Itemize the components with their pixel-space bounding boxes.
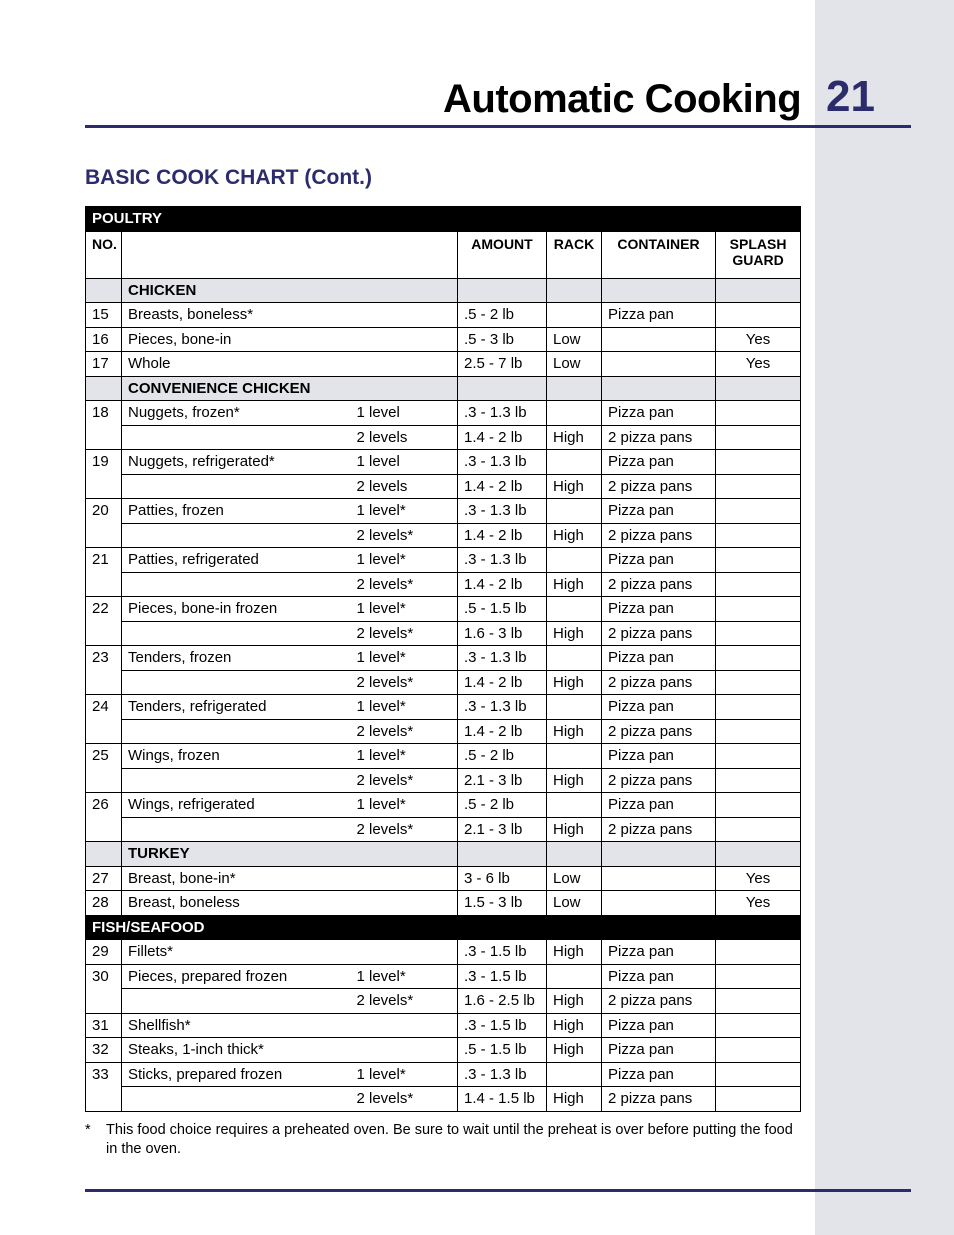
row-level: 1 level* [357, 964, 458, 989]
row-container: 2 pizza pans [602, 523, 716, 548]
row-splash-guard [716, 719, 801, 744]
table-row [86, 744, 801, 769]
row-splash-guard [716, 1013, 801, 1038]
row-rack [547, 401, 602, 426]
row-rack [547, 450, 602, 475]
row-container: Pizza pan [602, 401, 716, 426]
row-amount: .3 - 1.3 lb [458, 1062, 547, 1087]
table-row [86, 1062, 801, 1087]
row-level: 1 level* [357, 597, 458, 622]
row-level: 1 level* [357, 1062, 458, 1087]
table-row [86, 548, 801, 573]
column-header-amount: AMOUNT [458, 231, 547, 278]
row-rack: Low [547, 352, 602, 377]
row-splash-guard [716, 989, 801, 1014]
basic-cook-chart [85, 206, 801, 1112]
subheading-label: TURKEY [122, 842, 458, 867]
row-level: 2 levels* [357, 719, 458, 744]
table-row [86, 352, 801, 377]
row-food: Breast, bone-in* [122, 866, 357, 891]
header-rule [85, 125, 911, 128]
row-food: Steaks, 1-inch thick* [122, 1038, 357, 1063]
row-splash-guard [716, 474, 801, 499]
row-food: Pieces, bone-in [122, 327, 357, 352]
row-level: 2 levels* [357, 989, 458, 1014]
row-food [122, 719, 357, 744]
table-row [86, 401, 801, 426]
row-splash-guard [716, 964, 801, 989]
row-splash-guard: Yes [716, 327, 801, 352]
page-number: 21 [826, 72, 875, 121]
row-rack [547, 1062, 602, 1087]
row-level [357, 866, 458, 891]
row-container: 2 pizza pans [602, 768, 716, 793]
row-container: Pizza pan [602, 597, 716, 622]
row-amount: 1.4 - 1.5 lb [458, 1087, 547, 1112]
row-no: 23 [86, 646, 122, 695]
row-food [122, 817, 357, 842]
row-container: 2 pizza pans [602, 621, 716, 646]
table-row [86, 989, 801, 1014]
row-amount: 3 - 6 lb [458, 866, 547, 891]
column-header-splash-line1: SPLASH [729, 235, 787, 252]
row-amount: 1.4 - 2 lb [458, 572, 547, 597]
row-amount: 1.6 - 2.5 lb [458, 989, 547, 1014]
table-row [86, 866, 801, 891]
page-edge-sidebar [815, 0, 954, 1235]
table-row [86, 499, 801, 524]
row-amount: 1.4 - 2 lb [458, 670, 547, 695]
table-row [86, 1013, 801, 1038]
row-splash-guard [716, 499, 801, 524]
row-amount: .3 - 1.3 lb [458, 499, 547, 524]
row-splash-guard [716, 1038, 801, 1063]
row-food: Breasts, boneless* [122, 303, 357, 328]
row-rack [547, 793, 602, 818]
row-splash-guard [716, 303, 801, 328]
row-level: 1 level* [357, 744, 458, 769]
row-level [357, 940, 458, 965]
row-no: 15 [86, 303, 122, 328]
row-container [602, 327, 716, 352]
row-amount: .5 - 3 lb [458, 327, 547, 352]
row-rack: Low [547, 866, 602, 891]
subheading-row-chicken [86, 278, 801, 303]
row-amount: 1.4 - 2 lb [458, 523, 547, 548]
column-header-container: CONTAINER [602, 231, 716, 278]
row-splash-guard [716, 621, 801, 646]
row-splash-guard [716, 597, 801, 622]
row-food [122, 670, 357, 695]
row-level: 1 level [357, 450, 458, 475]
column-header-row [86, 231, 801, 278]
row-splash-guard [716, 817, 801, 842]
row-rack: High [547, 719, 602, 744]
row-rack: High [547, 1087, 602, 1112]
row-amount: 1.5 - 3 lb [458, 891, 547, 916]
row-container: 2 pizza pans [602, 425, 716, 450]
row-no: 29 [86, 940, 122, 965]
row-splash-guard [716, 1062, 801, 1087]
table-row [86, 450, 801, 475]
row-rack: High [547, 572, 602, 597]
table-row [86, 964, 801, 989]
row-no: 16 [86, 327, 122, 352]
table-row [86, 1038, 801, 1063]
table-row [86, 646, 801, 671]
row-container: Pizza pan [602, 450, 716, 475]
row-level [357, 352, 458, 377]
row-food: Nuggets, frozen* [122, 401, 357, 426]
table-row [86, 719, 801, 744]
row-container: 2 pizza pans [602, 719, 716, 744]
row-level: 2 levels [357, 425, 458, 450]
row-amount: .3 - 1.3 lb [458, 695, 547, 720]
table-row [86, 1087, 801, 1112]
row-food: Tenders, refrigerated [122, 695, 357, 720]
row-food: Whole [122, 352, 357, 377]
row-splash-guard [716, 793, 801, 818]
table-row [86, 621, 801, 646]
row-container: Pizza pan [602, 744, 716, 769]
row-rack: High [547, 621, 602, 646]
row-food [122, 1087, 357, 1112]
row-no: 30 [86, 964, 122, 1013]
row-rack: High [547, 768, 602, 793]
category-row-poultry [86, 207, 801, 232]
row-level: 2 levels* [357, 817, 458, 842]
row-amount: .5 - 1.5 lb [458, 1038, 547, 1063]
row-container: Pizza pan [602, 940, 716, 965]
footnote [85, 1121, 805, 1159]
row-no: 25 [86, 744, 122, 793]
row-food: Shellfish* [122, 1013, 357, 1038]
table-row [86, 817, 801, 842]
row-rack [547, 548, 602, 573]
table-row [86, 793, 801, 818]
row-amount: 2.1 - 3 lb [458, 768, 547, 793]
row-food: Fillets* [122, 940, 357, 965]
row-amount: .3 - 1.5 lb [458, 1013, 547, 1038]
row-amount: 1.6 - 3 lb [458, 621, 547, 646]
row-rack: High [547, 940, 602, 965]
row-splash-guard [716, 548, 801, 573]
subheading-row-turkey [86, 842, 801, 867]
row-food [122, 425, 357, 450]
row-rack: High [547, 817, 602, 842]
table-row [86, 891, 801, 916]
column-header-food [122, 231, 458, 278]
row-food [122, 768, 357, 793]
row-food: Wings, frozen [122, 744, 357, 769]
row-level [357, 327, 458, 352]
row-food: Wings, refrigerated [122, 793, 357, 818]
row-level: 1 level* [357, 646, 458, 671]
row-amount: 2.5 - 7 lb [458, 352, 547, 377]
row-splash-guard: Yes [716, 891, 801, 916]
row-food: Nuggets, refrigerated* [122, 450, 357, 475]
row-rack: High [547, 474, 602, 499]
row-amount: .5 - 2 lb [458, 744, 547, 769]
subheading-label: CONVENIENCE CHICKEN [122, 376, 458, 401]
row-splash-guard [716, 744, 801, 769]
row-no: 18 [86, 401, 122, 450]
row-rack [547, 499, 602, 524]
row-amount: .5 - 2 lb [458, 793, 547, 818]
row-container: 2 pizza pans [602, 474, 716, 499]
row-level: 2 levels* [357, 523, 458, 548]
row-rack: High [547, 1013, 602, 1038]
row-amount: .5 - 1.5 lb [458, 597, 547, 622]
row-splash-guard: Yes [716, 352, 801, 377]
row-no: 17 [86, 352, 122, 377]
row-container [602, 352, 716, 377]
row-level: 2 levels* [357, 670, 458, 695]
row-food: Pieces, bone-in frozen [122, 597, 357, 622]
row-splash-guard [716, 695, 801, 720]
footnote-text: This food choice requires a preheated oven. Be sure to wait until the preheat is over before putting the food in the oven. [106, 1122, 793, 1157]
row-container: Pizza pan [602, 303, 716, 328]
row-container: Pizza pan [602, 1013, 716, 1038]
row-level: 2 levels* [357, 768, 458, 793]
row-rack: High [547, 523, 602, 548]
row-level: 1 level* [357, 695, 458, 720]
row-food: Tenders, frozen [122, 646, 357, 671]
row-container: 2 pizza pans [602, 817, 716, 842]
row-amount: .3 - 1.5 lb [458, 964, 547, 989]
row-rack [547, 646, 602, 671]
row-container: Pizza pan [602, 646, 716, 671]
row-food: Pieces, prepared frozen [122, 964, 357, 989]
row-level: 1 level* [357, 548, 458, 573]
column-header-splash-line2: GUARD [732, 251, 784, 268]
row-rack [547, 964, 602, 989]
section-heading: BASIC COOK CHART (Cont.) [85, 166, 372, 189]
table-row [86, 327, 801, 352]
column-header-splash-guard [716, 231, 801, 278]
row-no: 26 [86, 793, 122, 842]
row-container: 2 pizza pans [602, 989, 716, 1014]
row-level [357, 303, 458, 328]
row-amount: .3 - 1.3 lb [458, 646, 547, 671]
row-amount: 1.4 - 2 lb [458, 719, 547, 744]
row-rack [547, 744, 602, 769]
row-amount: 1.4 - 2 lb [458, 425, 547, 450]
row-no: 20 [86, 499, 122, 548]
row-food [122, 989, 357, 1014]
row-amount: 1.4 - 2 lb [458, 474, 547, 499]
row-container: Pizza pan [602, 499, 716, 524]
table-row [86, 572, 801, 597]
subheading-label: CHICKEN [122, 278, 458, 303]
table-row [86, 597, 801, 622]
row-no: 21 [86, 548, 122, 597]
row-rack [547, 303, 602, 328]
row-container [602, 891, 716, 916]
row-amount: .3 - 1.3 lb [458, 401, 547, 426]
row-splash-guard [716, 646, 801, 671]
row-level [357, 891, 458, 916]
category-label: FISH/SEAFOOD [86, 915, 801, 940]
row-level [357, 1013, 458, 1038]
row-container: 2 pizza pans [602, 670, 716, 695]
row-amount: .5 - 2 lb [458, 303, 547, 328]
row-rack: Low [547, 327, 602, 352]
row-splash-guard [716, 572, 801, 597]
row-rack [547, 597, 602, 622]
footnote-marker: * [85, 1122, 91, 1138]
table-row [86, 768, 801, 793]
row-food [122, 474, 357, 499]
row-container: 2 pizza pans [602, 572, 716, 597]
row-container: Pizza pan [602, 793, 716, 818]
row-amount: 2.1 - 3 lb [458, 817, 547, 842]
row-no: 28 [86, 891, 122, 916]
table-row [86, 425, 801, 450]
row-rack: High [547, 1038, 602, 1063]
row-no: 32 [86, 1038, 122, 1063]
row-container: Pizza pan [602, 695, 716, 720]
row-food: Sticks, prepared frozen [122, 1062, 357, 1087]
row-splash-guard [716, 401, 801, 426]
row-no: 19 [86, 450, 122, 499]
row-splash-guard [716, 670, 801, 695]
row-food: Patties, refrigerated [122, 548, 357, 573]
row-splash-guard [716, 1087, 801, 1112]
table-row [86, 523, 801, 548]
category-row-fish-seafood [86, 915, 801, 940]
footer-rule [85, 1189, 911, 1192]
row-amount: .3 - 1.5 lb [458, 940, 547, 965]
row-food [122, 621, 357, 646]
column-header-no: NO. [86, 231, 122, 278]
row-no: 27 [86, 866, 122, 891]
row-splash-guard [716, 940, 801, 965]
row-rack: High [547, 425, 602, 450]
row-rack: High [547, 670, 602, 695]
row-splash-guard [716, 523, 801, 548]
row-level: 2 levels* [357, 621, 458, 646]
row-no: 24 [86, 695, 122, 744]
row-food: Patties, frozen [122, 499, 357, 524]
subheading-row-convenience-chicken [86, 376, 801, 401]
row-container: 2 pizza pans [602, 1087, 716, 1112]
row-level: 2 levels* [357, 1087, 458, 1112]
page-title: Automatic Cooking [443, 77, 802, 121]
table-row [86, 940, 801, 965]
row-level: 1 level* [357, 793, 458, 818]
table-row [86, 695, 801, 720]
row-amount: .3 - 1.3 lb [458, 548, 547, 573]
table-row [86, 670, 801, 695]
row-splash-guard: Yes [716, 866, 801, 891]
row-container: Pizza pan [602, 964, 716, 989]
row-no: 33 [86, 1062, 122, 1111]
row-level: 1 level [357, 401, 458, 426]
row-food [122, 523, 357, 548]
row-rack: High [547, 989, 602, 1014]
row-no: 22 [86, 597, 122, 646]
column-header-rack: RACK [547, 231, 602, 278]
row-level: 2 levels* [357, 572, 458, 597]
row-no: 31 [86, 1013, 122, 1038]
row-food: Breast, boneless [122, 891, 357, 916]
category-label: POULTRY [86, 207, 801, 232]
row-container: Pizza pan [602, 548, 716, 573]
table-row [86, 474, 801, 499]
table-row [86, 303, 801, 328]
row-splash-guard [716, 768, 801, 793]
row-food [122, 572, 357, 597]
row-rack [547, 695, 602, 720]
row-amount: .3 - 1.3 lb [458, 450, 547, 475]
row-level [357, 1038, 458, 1063]
row-container: Pizza pan [602, 1038, 716, 1063]
row-container: Pizza pan [602, 1062, 716, 1087]
row-splash-guard [716, 425, 801, 450]
row-container [602, 866, 716, 891]
row-level: 1 level* [357, 499, 458, 524]
row-splash-guard [716, 450, 801, 475]
row-level: 2 levels [357, 474, 458, 499]
row-rack: Low [547, 891, 602, 916]
